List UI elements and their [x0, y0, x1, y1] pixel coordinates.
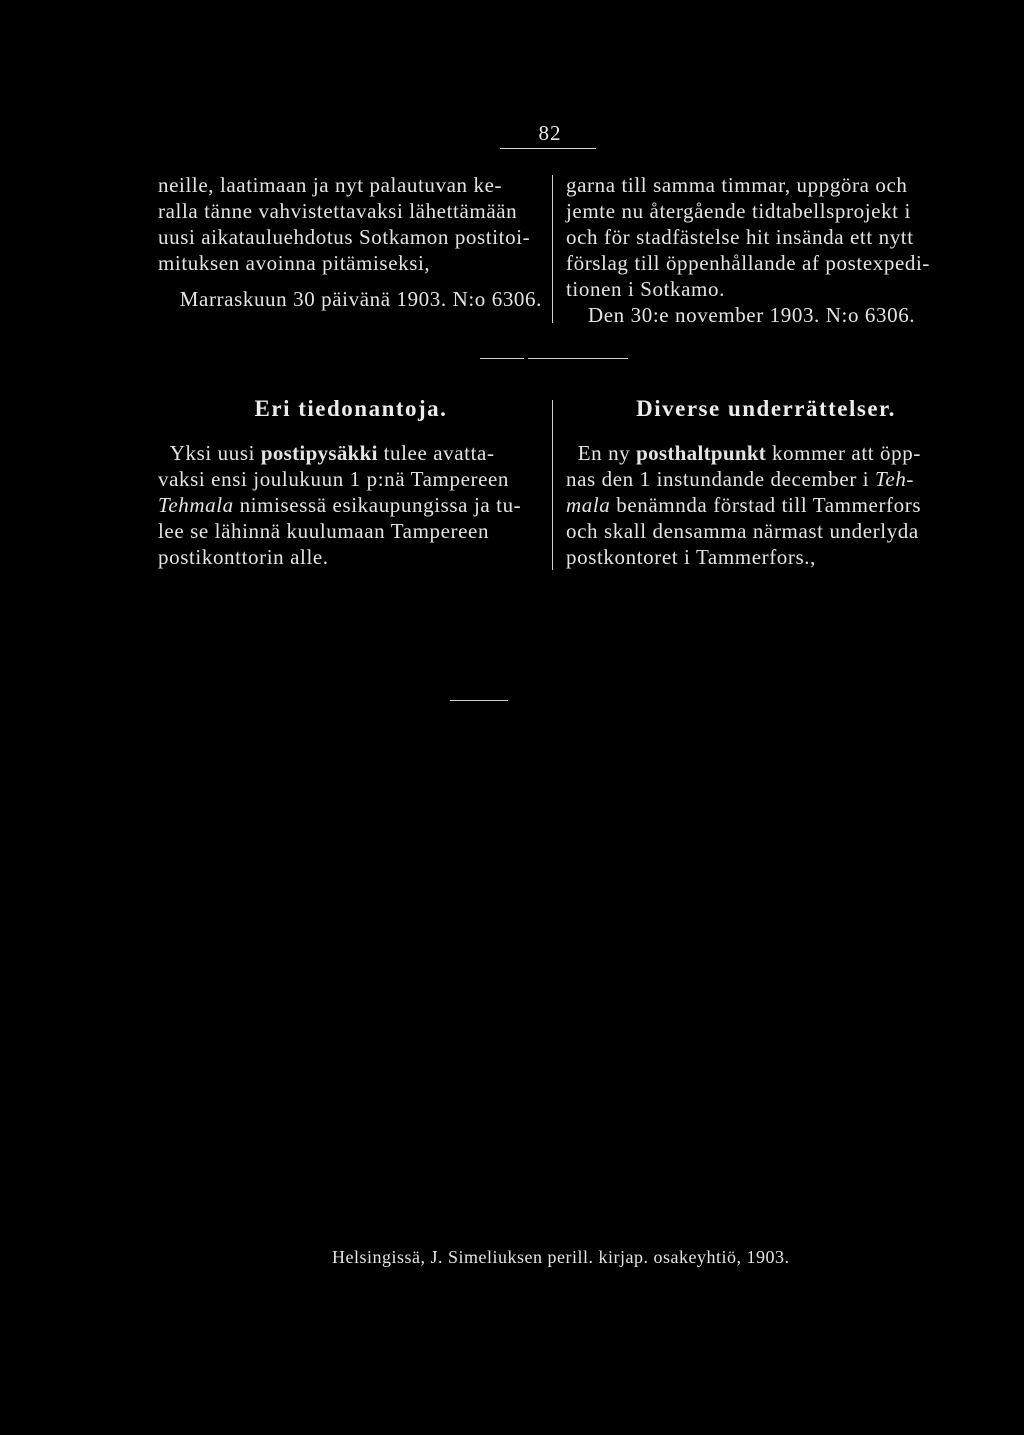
- notice-keyword: postipysäkki: [260, 441, 378, 465]
- top-left-dateline: Marraskuun 30 päivänä 1903. N:o 6306.: [179, 287, 542, 311]
- top-left-column: [158, 172, 542, 312]
- top-right-line: garna till samma timmar, uppgöra och: [566, 173, 908, 197]
- notice-keyword: posthaltpunkt: [636, 441, 767, 465]
- notice-text: Yksi uusi: [169, 441, 261, 465]
- top-left-line: uusi aikatauluehdotus Sotkamon postitoi-: [158, 225, 531, 249]
- top-right-column: [566, 172, 966, 328]
- notice-text: nas den 1 instundande december i: [566, 467, 876, 491]
- heading-eri-tiedonantoja: Eri tiedonantoja.: [254, 396, 448, 421]
- top-right-line: tionen i Sotkamo.: [566, 277, 725, 301]
- notice-line: och skall densamma närmast underlyda: [566, 519, 919, 543]
- notice-line: [158, 440, 542, 466]
- top-left-line: neille, laatimaan ja nyt palautuvan ke-: [158, 173, 503, 197]
- notice-text: benämnda förstad till Tammerfors: [610, 493, 922, 517]
- column-divider-middle: [552, 400, 553, 570]
- notice-text: nimisessä esikaupungissa ja tu-: [233, 493, 522, 517]
- top-right-line: och för stadfästelse hit insända ett nytt: [566, 225, 914, 249]
- notice-line: postikonttorin alle.: [158, 545, 329, 569]
- end-rule: [450, 700, 508, 701]
- heading-diverse-underrattelser: Diverse underrättelser.: [636, 396, 896, 421]
- section-divider-rule: [480, 358, 524, 359]
- page-number: 82: [538, 121, 562, 145]
- top-right-line: jemte nu återgående tidtabellsprojekt i: [566, 199, 911, 223]
- notice-finnish: [158, 440, 542, 570]
- notice-line: lee se lähinnä kuulumaan Tampereen: [158, 519, 490, 543]
- notice-line: vaksi ensi joulukuun 1 p:nä Tampereen: [158, 467, 510, 491]
- notice-line: [158, 492, 542, 518]
- notice-swedish: [566, 440, 966, 570]
- place-name: mala: [566, 493, 611, 517]
- notice-line: postkontoret i Tammerfors.,: [566, 545, 816, 569]
- top-left-line: mituksen avoinna pitämiseksi,: [158, 251, 431, 275]
- top-right-line: förslag till öppenhållande af postexpedi-: [566, 251, 930, 275]
- notice-line: [566, 492, 966, 518]
- printer-imprint: Helsingissä, J. Simeliuksen perill. kirjap. osakeyhtiö, 1903.: [332, 1247, 790, 1267]
- top-left-line: ralla tänne vahvistettavaksi lähettämään: [158, 199, 518, 223]
- column-divider-top: [552, 175, 553, 323]
- notice-text: tulee avatta-: [377, 441, 495, 465]
- place-name: Tehmala: [158, 493, 234, 517]
- notice-line: [566, 466, 966, 492]
- notice-text: En ny: [577, 441, 637, 465]
- notice-line: [566, 440, 966, 466]
- place-name: Teh-: [875, 467, 915, 491]
- notice-text: kommer att öpp-: [766, 441, 921, 465]
- section-divider-rule: [528, 358, 628, 359]
- top-right-dateline: Den 30:e november 1903. N:o 6306.: [588, 303, 916, 327]
- header-rule: [500, 148, 596, 149]
